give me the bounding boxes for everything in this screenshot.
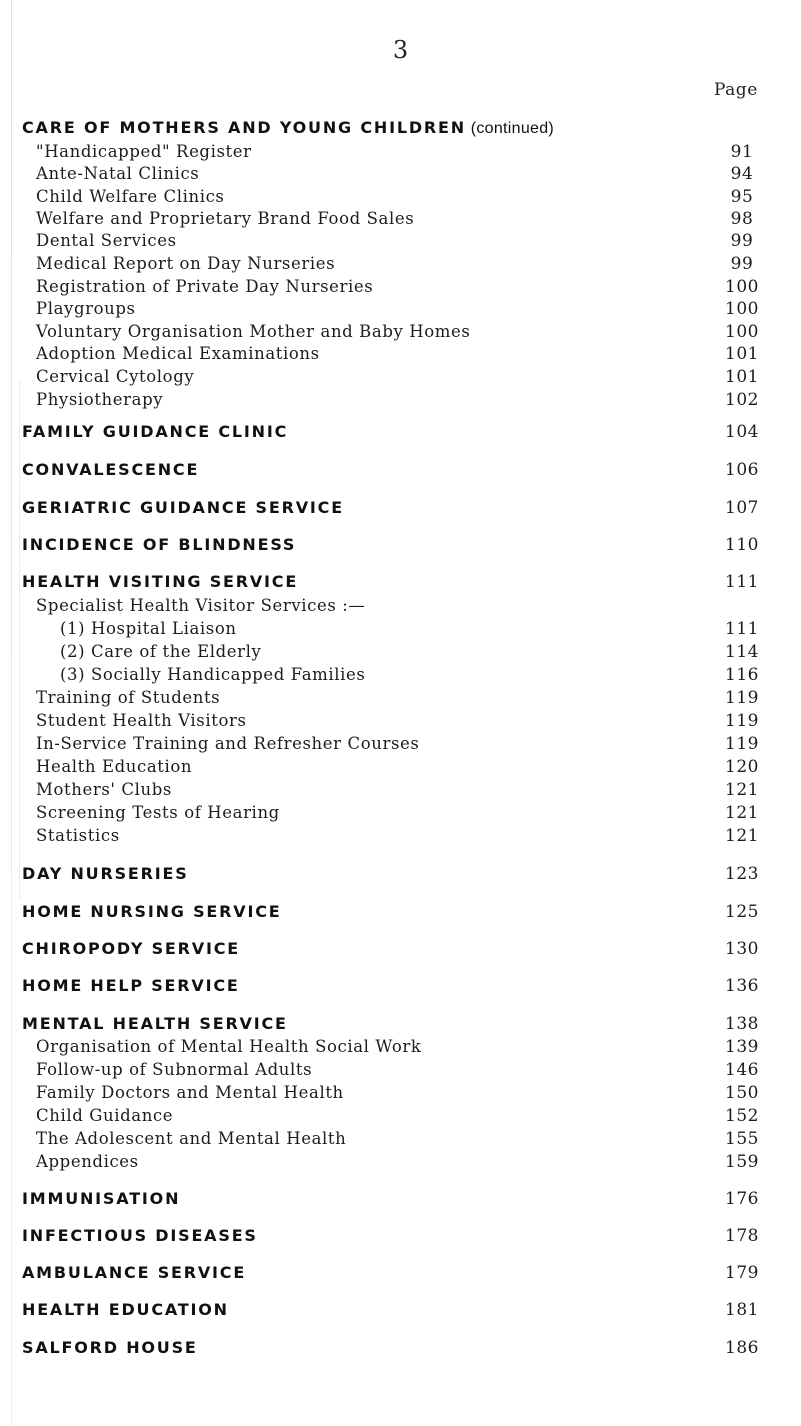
toc-page-number: 181 (725, 1300, 759, 1320)
toc-entry-title: Student Health Visitors (36, 711, 247, 730)
toc-entry (0, 140, 801, 164)
toc-page-number: 121 (725, 826, 759, 846)
toc-page-number: 130 (725, 939, 759, 959)
toc-entry-title: Specialist Health Visitor Services :— (36, 596, 366, 615)
toc-page-number: 146 (725, 1060, 759, 1080)
toc-entry (0, 297, 801, 321)
toc-page-number: 95 (730, 187, 754, 207)
toc-entry-title: Child Welfare Clinics (36, 187, 225, 206)
toc-section-heading (0, 496, 801, 520)
toc-entry (0, 1127, 801, 1151)
toc-section-heading (0, 937, 801, 961)
page-number: 3 (392, 36, 409, 64)
toc-entry-title: Family Doctors and Mental Health (36, 1083, 344, 1102)
toc-entry (0, 1058, 801, 1082)
toc-entry-title: Medical Report on Day Nurseries (36, 254, 336, 273)
toc-page-number: 186 (725, 1338, 759, 1358)
toc-entry-title: HEALTH VISITING SERVICE (22, 572, 299, 591)
toc-entry (0, 162, 801, 186)
toc-entry-title: Physiotherapy (36, 390, 164, 409)
toc-page-number: 119 (725, 688, 759, 708)
toc-entry (0, 640, 801, 664)
toc-entry-title: CARE OF MOTHERS AND YOUNG CHILDREN (continued) (22, 118, 555, 137)
toc-entry-title: Adoption Medical Examinations (36, 344, 320, 363)
toc-entry-title: IMMUNISATION (22, 1189, 181, 1208)
toc-entry-title: The Adolescent and Mental Health (36, 1129, 347, 1148)
toc-page-number: 138 (725, 1014, 759, 1034)
toc-page-number: 155 (725, 1129, 759, 1149)
toc-entry (0, 778, 801, 802)
toc-section-heading (0, 974, 801, 998)
toc-entry-title: Cervical Cytology (36, 367, 195, 386)
toc-entry (0, 755, 801, 779)
toc-entry (0, 207, 801, 231)
toc-section-heading (0, 1336, 801, 1360)
toc-entry-title: Mothers' Clubs (36, 780, 172, 799)
toc-entry (0, 275, 801, 299)
toc-entry-title: (1) Hospital Liaison (60, 619, 237, 638)
toc-section-heading (0, 1012, 801, 1036)
toc-section-heading (0, 420, 801, 444)
toc-section-heading (0, 458, 801, 482)
toc-page-number: 102 (725, 390, 759, 410)
toc-entry (0, 365, 801, 389)
toc-page-number: 94 (730, 164, 754, 184)
toc-entry (0, 342, 801, 366)
toc-entry (0, 252, 801, 276)
toc-entry-title: Voluntary Organisation Mother and Baby Homes (36, 322, 471, 341)
toc-entry (0, 1150, 801, 1174)
toc-entry (0, 663, 801, 687)
toc-page-number: 114 (725, 642, 759, 662)
toc-entry-title: INCIDENCE OF BLINDNESS (22, 535, 297, 554)
toc-section-heading (0, 900, 801, 924)
toc-entry-title: Child Guidance (36, 1106, 174, 1125)
toc-page-number: 91 (730, 142, 754, 162)
toc-entry-title: Welfare and Proprietary Brand Food Sales (36, 209, 415, 228)
toc-entry-title: "Handicapped" Register (36, 142, 252, 161)
toc-page-number: 178 (725, 1226, 759, 1246)
toc-page-number: 159 (725, 1152, 759, 1172)
toc-section-heading (0, 1298, 801, 1322)
toc-entry-title: AMBULANCE SERVICE (22, 1263, 247, 1282)
toc-page-number: 152 (725, 1106, 759, 1126)
toc-entry-title: HOME NURSING SERVICE (22, 902, 282, 921)
toc-page-number: 125 (725, 902, 759, 922)
toc-section-heading (0, 533, 801, 557)
toc-page-number: 100 (725, 299, 759, 319)
toc-entry-title: (3) Socially Handicapped Families (60, 665, 366, 684)
toc-entry (0, 1035, 801, 1059)
toc-entry (0, 1104, 801, 1128)
toc-entry-title: Playgroups (36, 299, 136, 318)
toc-entry-title: Dental Services (36, 231, 177, 250)
toc-page-number: 111 (725, 619, 759, 639)
toc-page-number: 106 (725, 460, 759, 480)
toc-entry (0, 185, 801, 209)
toc-entry-title: Screening Tests of Hearing (36, 803, 280, 822)
toc-page-number: 116 (725, 665, 759, 685)
toc-entry-title: HEALTH EDUCATION (22, 1300, 229, 1319)
toc-entry-title: CHIROPODY SERVICE (22, 939, 240, 958)
toc-entry-title: Appendices (36, 1152, 139, 1171)
toc-entry-title: (2) Care of the Elderly (60, 642, 262, 661)
toc-entry-title: INFECTIOUS DISEASES (22, 1226, 258, 1245)
toc-entry (0, 617, 801, 641)
toc-page-number: 139 (725, 1037, 759, 1057)
toc-page-number: 99 (730, 231, 754, 251)
toc-entry (0, 594, 801, 618)
toc-section-heading (0, 116, 801, 140)
toc-entry-title: Organisation of Mental Health Social Work (36, 1037, 422, 1056)
toc-section-heading (0, 1261, 801, 1285)
toc-section-heading (0, 1224, 801, 1248)
toc-entry-title: MENTAL HEALTH SERVICE (22, 1014, 288, 1033)
toc-entry-title: DAY NURSERIES (22, 864, 189, 883)
toc-section-heading (0, 862, 801, 886)
toc-entry (0, 1081, 801, 1105)
toc-page-number: 99 (730, 254, 754, 274)
toc-entry (0, 388, 801, 412)
toc-page-number: 104 (725, 422, 759, 442)
toc-entry (0, 801, 801, 825)
toc-page-number: 98 (730, 209, 754, 229)
toc-page-number: 101 (725, 367, 759, 387)
toc-page-number: 120 (725, 757, 759, 777)
toc-entry-title: Follow-up of Subnormal Adults (36, 1060, 313, 1079)
toc-page-number: 111 (725, 572, 759, 592)
toc-entry-title: Statistics (36, 826, 120, 845)
toc-entry-title: Ante-Natal Clinics (36, 164, 200, 183)
toc-page-number: 179 (725, 1263, 759, 1283)
toc-page-number: 101 (725, 344, 759, 364)
toc-page-number: 136 (725, 976, 759, 996)
toc-section-heading (0, 570, 801, 594)
toc-entry (0, 732, 801, 756)
toc-page-number: 119 (725, 711, 759, 731)
toc-page-number: 123 (725, 864, 759, 884)
toc-entry-continued-note: (continued) (465, 120, 555, 137)
toc-page-number: 110 (725, 535, 759, 555)
toc-entry-title: In-Service Training and Refresher Courses (36, 734, 420, 753)
toc-page-number: 176 (725, 1189, 759, 1209)
toc-entry (0, 709, 801, 733)
toc-entry-title: CONVALESCENCE (22, 460, 200, 479)
toc-page-number: 119 (725, 734, 759, 754)
toc-page-number: 100 (725, 277, 759, 297)
page-column-header: Page (714, 80, 758, 100)
toc-entry-title: Training of Students (36, 688, 221, 707)
toc-entry-title: Health Education (36, 757, 193, 776)
toc-entry-title: SALFORD HOUSE (22, 1338, 198, 1357)
toc-page-number: 121 (725, 803, 759, 823)
toc-page-number: 121 (725, 780, 759, 800)
toc-entry-title: HOME HELP SERVICE (22, 976, 240, 995)
toc-section-heading (0, 1187, 801, 1211)
toc-entry-title: Registration of Private Day Nurseries (36, 277, 374, 296)
toc-entry (0, 824, 801, 848)
toc-entry (0, 320, 801, 344)
toc-page-number: 150 (725, 1083, 759, 1103)
toc-entry-title: FAMILY GUIDANCE CLINIC (22, 422, 289, 441)
toc-page-number: 100 (725, 322, 759, 342)
toc-entry-title: GERIATRIC GUIDANCE SERVICE (22, 498, 344, 517)
toc-entry (0, 229, 801, 253)
toc-entry (0, 686, 801, 710)
toc-page-number: 107 (725, 498, 759, 518)
